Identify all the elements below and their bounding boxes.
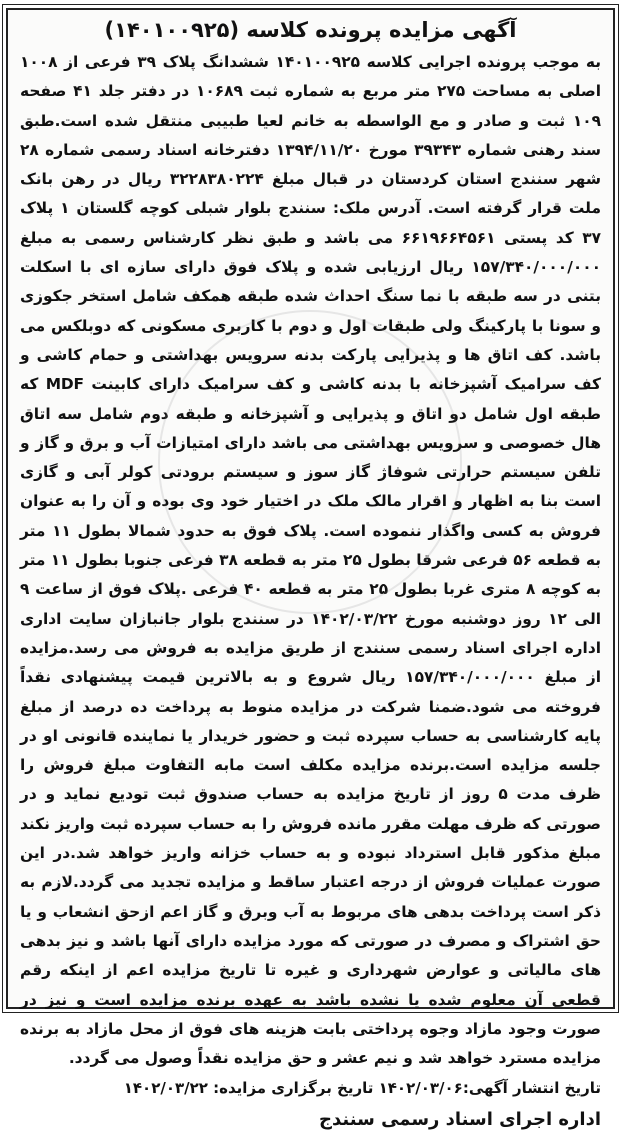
publication-dates: تاریخ انتشار آگهی:۱۴۰۲/۰۳/۰۶ تاریخ برگزاری مزایده: ۱۴۰۲/۰۳/۲۲ bbox=[123, 1079, 601, 1098]
auction-notice bbox=[6, 8, 615, 1131]
notice-body: به موجب پرونده اجرایی کلاسه ۱۴۰۱۰۰۹۲۵ ششدانگ پلاک ۳۹ فرعی از ۱۰۰۸ اصلی به مساحت ۲۷۵ متر مربع به شماره ثبت ۱۰۶۸۹ در دفتر جلد ۴۱ صفحه ۱۰۹ ثبت و صادر و مع الواسطه به خانم لعیا طبیبی منتقل شده است.طبق سند رهنی شماره ۳۹۳۴۳ مورخ ۱۳۹۴/۱۱/۲۰ دفترخانه اسناد رسمی شماره ۲۸ شهر سنندج استان کردستان در قبال مبلغ ۳۲۲۸۳۸۰۲۲۴ ریال در رهن بانک ملت قرار گرفته است. آدرس ملک: سنندج بلوار شبلی کوچه گلستان ۱ پلاک ۳۷ کد پستی ۶۶۱۹۶۶۴۵۶۱ می باشد و طبق نظر کارشناس رسمی به مبلغ ۱۵۷/۳۴۰/۰۰۰/۰۰۰ ریال ارزیابی شده و پلاک فوق دارای سازه ای با اسکلت بتنی در سه طبقه با نما سنگ احداث شده طبقه همکف شامل استخر جکوزی و سونا با پارکینگ ولی طبقات اول و دوم با کاربری مسکونی که دوبلکس می باشد. کف اتاق ها و پذیرایی پارکت بدنه سرویس بهداشتی و حمام کاشی و کف سرامیک آشپزخانه با بدنه کاشی و کف سرامیک دارای کابینت MDF که طبقه اول شامل دو اتاق و پذیرایی و آشپزخانه و طبقه دوم شامل سه اتاق هال خصوصی و سرویس بهداشتی می باشد دارای امتیازات آب و برق و گاز و تلفن سیستم حرارتی شوفاژ گاز سوز و سیستم برودتی کولر آبی و گازی است بنا به اظهار و اقرار مالک ملک در اختیار خود وی بوده و آن را به عنوان فروش به کسی واگذار ننموده است. پلاک فوق به حدود شمالا بطول ۱۱ متر به قطعه ۵۶ فرعی شرقا بطول ۲۵ متر به قطعه ۳۸ فرعی جنوبا بطول ۱۱ متر به کوچه ۸ متری غربا بطول ۲۵ متر به قطعه ۴۰ فرعی .پلاک فوق از ساعت ۹ الی ۱۲ روز دوشنبه مورخ ۱۴۰۲/۰۳/۲۲ در سنندج بلوار جانبازان سایت اداری اداره اجرای اسناد رسمی سنندج از طریق مزایده به فروش می رسد.مزایده از مبلغ ۱۵۷/۳۴۰/۰۰۰/۰۰۰ ریال شروع و به بالاترین قیمت پیشنهادی نقداً فروخته می شود.ضمنا شرکت در مزایده منوط به پرداخت ده درصد از مبلغ پایه کارشناسی به حساب سپرده ثبت و حضور خریدار یا نماینده قانونی او در جلسه مزایده است.برنده مزایده مکلف است مابه التفاوت مبلغ فروش را ظرف مدت ۵ روز از تاریخ مزایده به حساب صندوق ثبت تودیع نماید و در صورتی که ظرف مهلت مقرر مانده فروش را به حساب سپرده ثبت واریز نکند مبلغ مذکور قابل استرداد نبوده و به حساب خزانه واریز خواهد شد.در این صورت عملیات فروش از درجه اعتبار ساقط و مزایده تجدید می گردد.لازم به ذکر است پرداخت بدهی های مربوط به آب وبرق و گاز اعم ازحق انشعاب و یا حق اشتراک و مصرف در صورتی که مورد مزایده دارای آنها باشد و نیز بدهی های مالیاتی و عوارض شهرداری و غیره تا تاریخ مزایده اعم از اینکه رقم قطعی آن معلوم شده یا نشده باشد به عهده برنده مزایده است و نیز در صورت وجود مازاد وجوه پرداختی بابت هزینه های فوق از محل مازاد به برنده مزایده مسترد خواهد شد و نیم عشر و حق مزایده نقداً وصول می گردد. bbox=[20, 53, 602, 1068]
notice-title: آگهی مزایده پرونده کلاسه (۱۴۰۱۰۰۹۲۵) bbox=[104, 18, 517, 42]
issuing-office: اداره اجرای اسناد رسمی سنندج bbox=[319, 1109, 601, 1131]
